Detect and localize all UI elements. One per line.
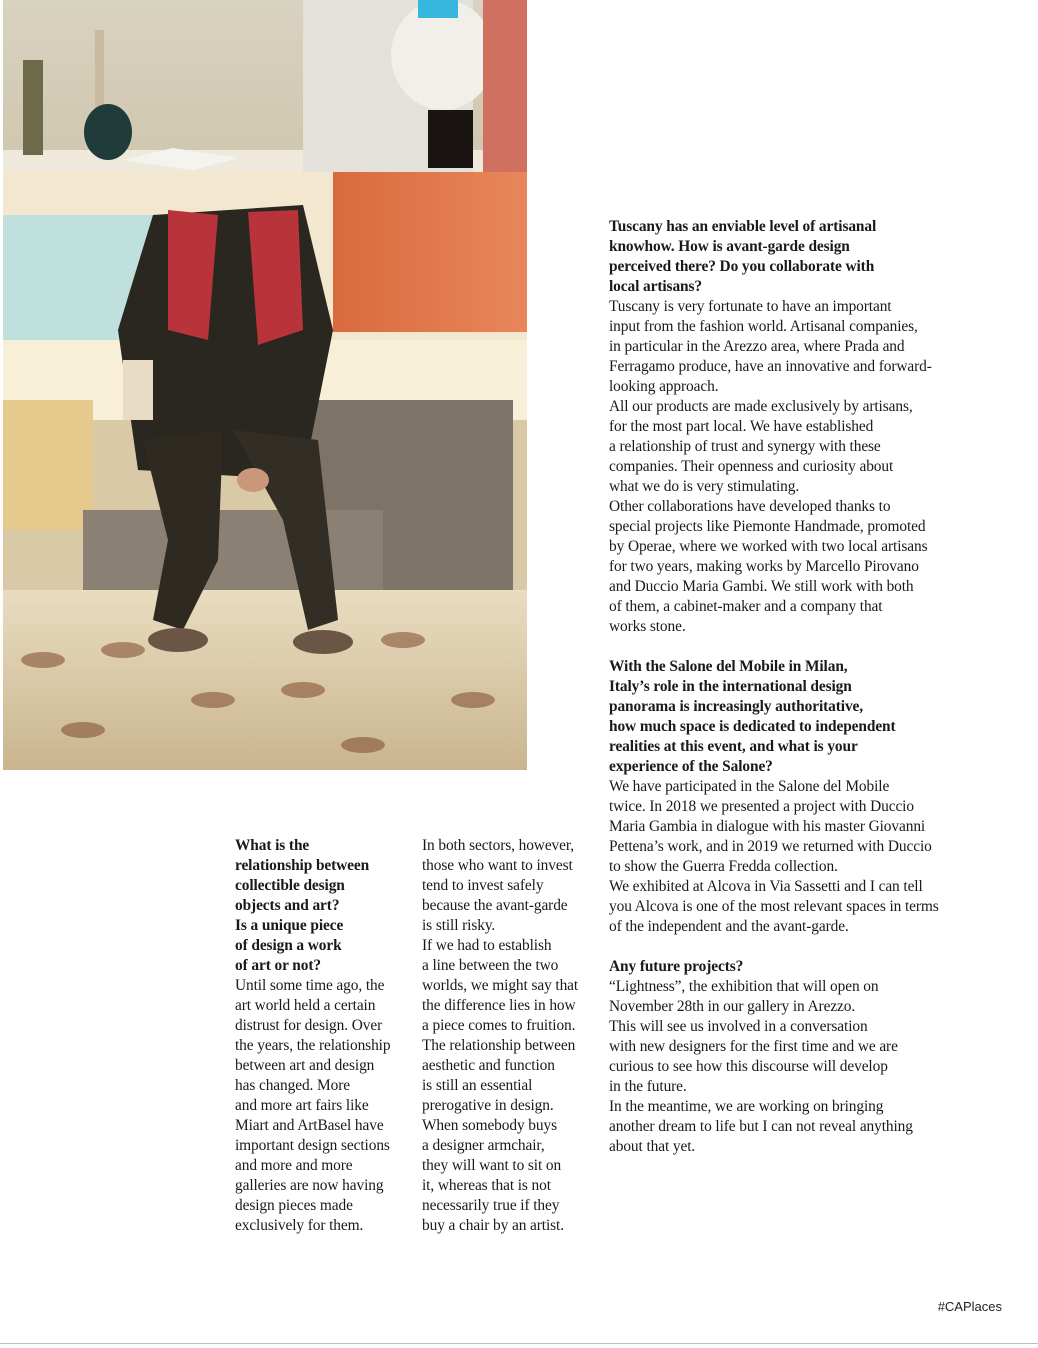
feature-photo xyxy=(3,0,527,770)
gallery-scene-illustration xyxy=(3,0,527,770)
answer-salone-p2: We exhibited at Alcova in Via Sassetti and I can tell you Alcova is one of the most relevant spaces in terms of the independent and the avant-garde. xyxy=(609,878,939,935)
answer-tuscany-p2: All our products are made exclusively by artisans, for the most part local. We have established a relationship of trust and synergy with these companies. Their openness and curiosity about what we do is very stimulating. xyxy=(609,398,913,495)
middle-column xyxy=(422,836,602,1236)
answer-art-and-design: Until some time ago, the art world held a certain distrust for design. Over the years, the relationship between art and design has changed. More and more art fairs like Miart and ArtBasel have important design sections and more and more galleries are now having design pieces made exclusively for them. xyxy=(235,977,391,1234)
paragraph-invest-safely: In both sectors, however, those who want to invest tend to invest safely because the avant-garde is still risky. xyxy=(422,837,575,934)
footer-divider xyxy=(0,1343,1038,1344)
answer-tuscany-p3: Other collaborations have developed thanks to special projects like Piemonte Handmade, promoted by Operae, where we worked with two local artisans for two years, making works by Marcello Pirovano and Duccio Maria Gambi. We still work with both of them, a cabinet-maker and a company that works stone. xyxy=(609,498,928,635)
left-column xyxy=(235,836,415,1236)
answer-tuscany-p1: Tuscany is very fortunate to have an important input from the fashion world. Artisanal companies, in particular in the Arezzo area, where Prada and Ferragamo produce, have an innovative and forward- looking approach. xyxy=(609,298,932,395)
answer-future-p2: In the meantime, we are working on bringing another dream to life but I can not reveal anything about that yet. xyxy=(609,1098,913,1155)
answer-future-p1: “Lightness”, the exhibition that will open on November 28th in our gallery in Arezzo. This will see us involved in a conversation with new designers for the first time and we are curious to see how this discourse will develop in the future. xyxy=(609,978,898,1095)
question-art-and-design: What is the relationship between collectible design objects and art? Is a unique piece of design a work of art or not? xyxy=(235,837,370,974)
paragraph-art-design-line: If we had to establish a line between the two worlds, we might say that the difference lies in how a piece comes to fruition. The relationship between aesthetic and function is still an essential prerogative in design. When somebody buys a designer armchair, they will want to sit on it, whereas that is not necessarily true if they buy a chair by an artist. xyxy=(422,937,579,1234)
question-tuscany-artisans: Tuscany has an enviable level of artisanal knowhow. How is avant-garde design perceived there? Do you collaborate with local artisans? xyxy=(609,218,877,295)
right-column xyxy=(609,217,974,1157)
hashtag-caplaces: #CAPlaces xyxy=(937,1299,1002,1314)
question-salone-del-mobile: With the Salone del Mobile in Milan, Italy’s role in the international design panorama is increasingly authoritative, how much space is dedicated to independent realities at this event, and what is your experience of the Salone? xyxy=(609,658,896,775)
question-future-projects: Any future projects? xyxy=(609,958,744,975)
answer-salone-p1: We have participated in the Salone del Mobile twice. In 2018 we presented a project with Duccio Maria Gambia in dialogue with his master Giovanni Pettena’s work, and in 2019 we returned with Duccio to show the Guerra Fredda collection. xyxy=(609,778,932,875)
